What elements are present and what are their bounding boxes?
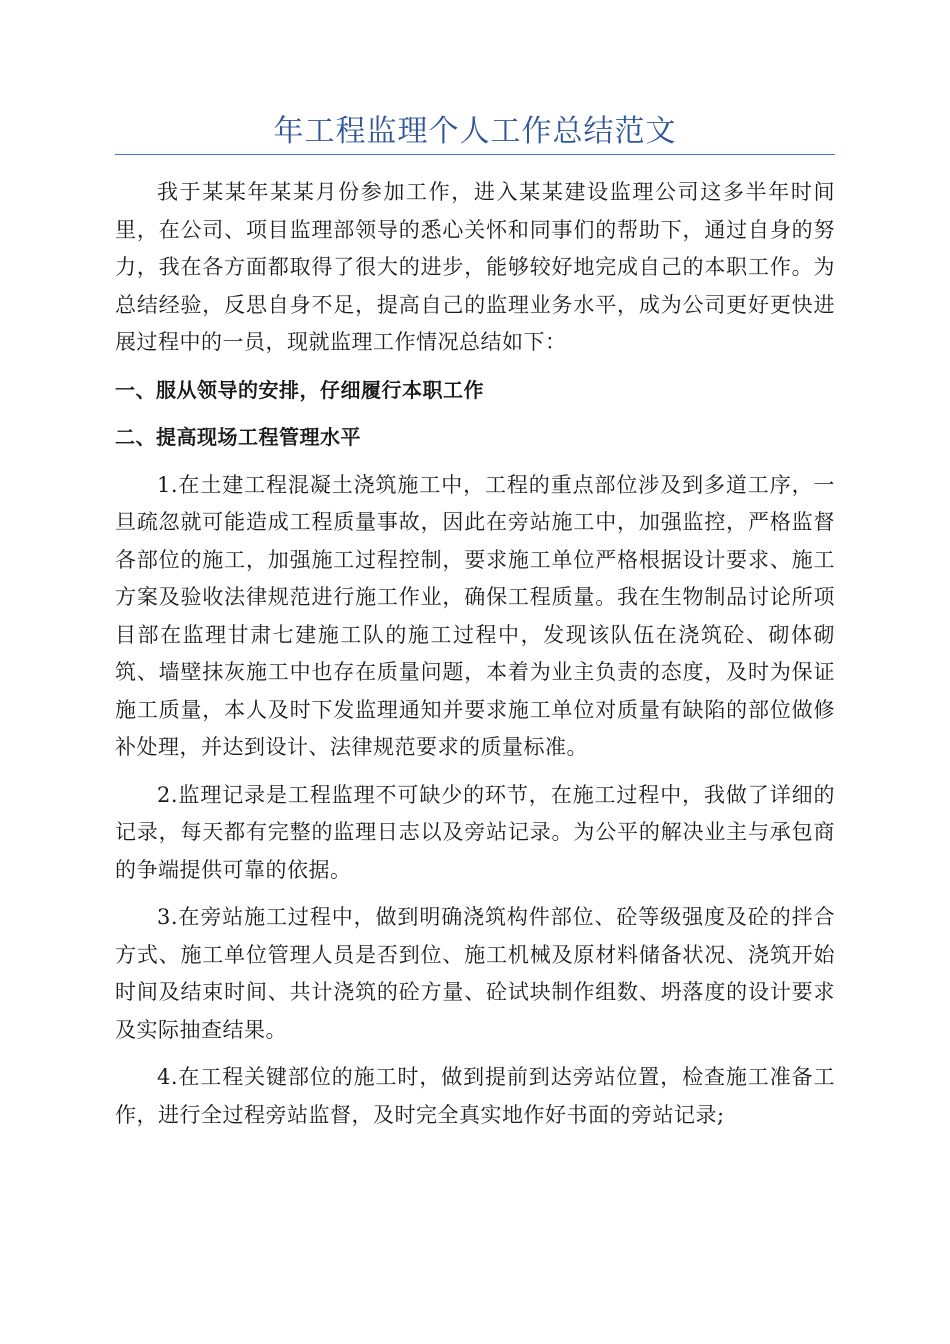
section-heading-2: 二、提高现场工程管理水平 — [115, 425, 361, 449]
list-item-2: 2.监理记录是工程监理不可缺少的环节，在施工过程中，我做了详细的记录，每天都有完整的监理日志以及旁站记录。为公平的解决业主与承包商的争端提供可靠的依据。 — [115, 782, 835, 882]
section-heading-1: 一、服从领导的安排，仔细履行本职工作 — [115, 377, 484, 402]
list-item-3: 3.在旁站施工过程中，做到明确浇筑构件部位、砼等级强度及砼的拌合方式、施工单位管理人员是否到位、施工机械及原材料储备状况、浇筑开始时间及结束时间、共计浇筑的砼方量、砼试块制作组数、坍落度的设计要求及实际抽查结果。 — [115, 905, 835, 1042]
intro-paragraph: 我于某某年某某月份参加工作，进入某某建设监理公司这多半年时间里，在公司、项目监理部领导的悉心关怀和同事们的帮助下，通过自身的努力，我在各方面都取得了很大的进步，能够较好地完成自己的本职工作。为总结经验，反思自身不足，提高自己的监理业务水平，成为公司更好更快进展过程中的一员，现就监理工作情况总结如下： — [115, 180, 835, 354]
document-body — [115, 174, 835, 1144]
list-item-1: 1.在土建工程混凝土浇筑施工中，工程的重点部位涉及到多道工序，一旦疏忽就可能造成工程质量事故，因此在旁站施工中，加强监控，严格监督各部位的施工，加强施工过程控制，要求施工单位严格根据设计要求、施工方案及验收法律规范进行施工作业，确保工程质量。我在生物制品讨论所项目部在监理甘肃七建施工队的施工过程中，发现该队伍在浇筑砼、砌体砌筑、墙壁抹灰施工中也存在质量问题，本着为业主负责的态度，及时为保证施工质量，本人及时下发监理通知并要求施工单位对质量有缺陷的部位做修补处理，并达到设计、法律规范要求的质量标准。 — [115, 472, 835, 759]
list-item-4: 4.在工程关键部位的施工时，做到提前到达旁站位置，检查施工准备工作，进行全过程旁站监督，及时完全真实地作好书面的旁站记录; — [115, 1065, 835, 1127]
document-title: 年工程监理个人工作总结范文 — [273, 114, 677, 149]
title-underline — [115, 154, 835, 155]
